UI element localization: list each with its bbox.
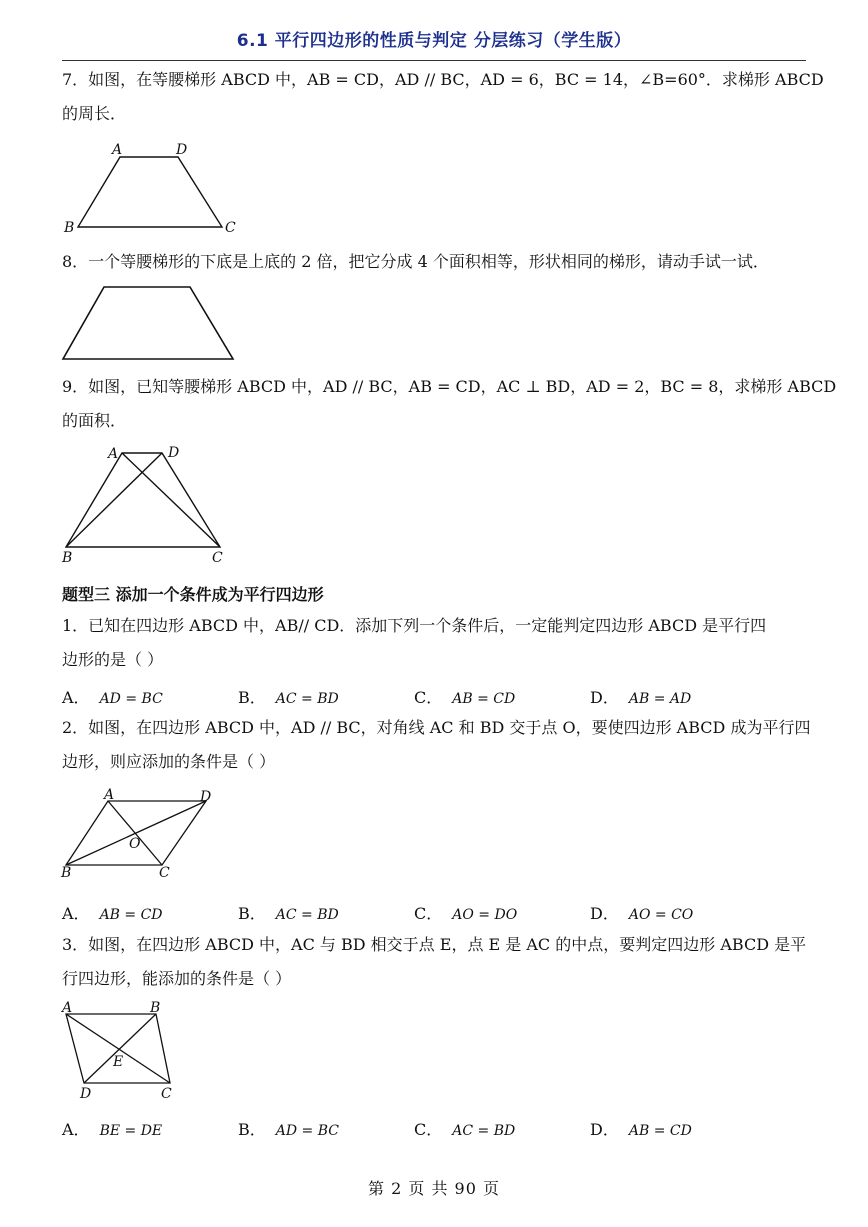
s3-label-c: C — [161, 1086, 172, 1102]
q7-label-b: B — [64, 220, 75, 236]
s2-parallelogram-figure — [58, 786, 220, 882]
q9-label-b: B — [62, 550, 73, 566]
option-key: C． — [414, 904, 443, 923]
option-text: AO = CO — [628, 907, 694, 923]
q9-label-a: A — [108, 446, 119, 462]
option-text: BE = DE — [99, 1123, 163, 1139]
s3-diagonal-bd — [84, 1014, 156, 1083]
s2-label-o: O — [129, 836, 141, 852]
q7-text-line2: 的周长． — [62, 104, 127, 123]
q7-text-line1: 7．如图，在等腰梯形 ABCD 中，AB = CD，AD // BC，AD = 6，BC = 14，∠B=60°．求梯形 ABCD — [62, 70, 824, 89]
option-text: AD = BC — [275, 1123, 339, 1139]
option-text: AB = CD — [99, 907, 163, 923]
s3-option-b[interactable] — [238, 1117, 339, 1140]
s1-option-b[interactable] — [238, 685, 339, 708]
q7-trapezoid-figure — [62, 140, 252, 236]
option-key: D． — [590, 688, 619, 707]
s2-option-a[interactable] — [62, 901, 163, 924]
q8-trapezoid-shape — [63, 287, 233, 359]
option-text: AC = BD — [275, 907, 339, 923]
s3-label-d: D — [80, 1086, 92, 1102]
option-key: B． — [238, 1120, 266, 1139]
section-title: 题型三 添加一个条件成为平行四边形 — [62, 585, 324, 604]
option-key: A． — [62, 688, 90, 707]
option-key: B． — [238, 688, 266, 707]
s3-text-line1: 3．如图，在四边形 ABCD 中，AC 与 BD 相交于点 E，点 E 是 AC 的中点，要判定四边形 ABCD 是平 — [62, 935, 807, 954]
q9-trapezoid-figure — [58, 440, 238, 568]
q9-trapezoid-shape — [66, 453, 220, 547]
header-divider — [62, 60, 806, 61]
q7-label-a: A — [112, 142, 123, 158]
s1-text-line1: 1．已知在四边形 ABCD 中，AB// CD．添加下列一个条件后，一定能判定四边形 ABCD 是平行四 — [62, 616, 767, 635]
s1-option-a[interactable] — [62, 685, 163, 708]
option-key: C． — [414, 688, 443, 707]
s1-text-line2: 边形的是（ ） — [62, 650, 164, 669]
q9-text-line2: 的面积． — [62, 411, 127, 430]
s3-option-d[interactable] — [590, 1117, 692, 1140]
q8-text-line1: 8．一个等腰梯形的下底是上底的 2 倍，把它分成 4 个面积相等，形状相同的梯形，请动手试一试． — [62, 252, 769, 271]
option-text: AD = BC — [99, 691, 163, 707]
page-footer: 第 2 页 共 90 页 — [368, 1179, 500, 1198]
s3-text-line2: 行四边形，能添加的条件是（ ） — [62, 969, 292, 988]
q7-label-d: D — [176, 142, 188, 158]
s2-text-line1: 2．如图，在四边形 ABCD 中，AD // BC，对角线 AC 和 BD 交于点 O，要使四边形 ABCD 成为平行四 — [62, 718, 811, 737]
s2-option-d[interactable] — [590, 901, 693, 924]
option-text: AC = BD — [452, 1123, 516, 1139]
s2-label-a: A — [104, 787, 115, 803]
option-text: AB = CD — [452, 691, 516, 707]
s2-label-c: C — [159, 865, 170, 881]
option-key: D． — [590, 904, 619, 923]
option-text: AB = CD — [628, 1123, 692, 1139]
option-key: B． — [238, 904, 266, 923]
s3-quadrilateral-figure — [58, 998, 182, 1102]
option-key: A． — [62, 904, 90, 923]
q9-label-c: C — [212, 550, 223, 566]
q9-text-line1: 9．如图，已知等腰梯形 ABCD 中，AD // BC，AB = CD，AC ⊥ BD，AD = 2，BC = 8，求梯形 ABCD — [62, 377, 837, 396]
page-header-title: 6.1 平行四边形的性质与判定 分层练习（学生版） — [236, 31, 632, 51]
s2-option-b[interactable] — [238, 901, 339, 924]
q8-trapezoid-figure — [58, 282, 240, 364]
q9-label-d: D — [168, 445, 180, 461]
q7-trapezoid-shape — [78, 157, 222, 227]
option-text: AC = BD — [275, 691, 339, 707]
option-key: A． — [62, 1120, 90, 1139]
option-key: D． — [590, 1120, 619, 1139]
q7-label-c: C — [225, 220, 236, 236]
s3-label-e: E — [113, 1054, 124, 1070]
s2-label-d: D — [200, 789, 212, 805]
s3-label-b: B — [150, 1000, 161, 1016]
s1-option-c[interactable] — [414, 685, 515, 708]
s3-option-a[interactable] — [62, 1117, 162, 1140]
s2-option-c[interactable] — [414, 901, 517, 924]
s2-label-b: B — [61, 865, 72, 881]
s2-text-line2: 边形，则应添加的条件是（ ） — [62, 752, 276, 771]
option-text: AO = DO — [452, 907, 518, 923]
s3-option-c[interactable] — [414, 1117, 515, 1140]
option-key: C． — [414, 1120, 443, 1139]
s1-option-d[interactable] — [590, 685, 691, 708]
option-text: AB = AD — [628, 691, 692, 707]
s3-label-a: A — [62, 1000, 73, 1016]
